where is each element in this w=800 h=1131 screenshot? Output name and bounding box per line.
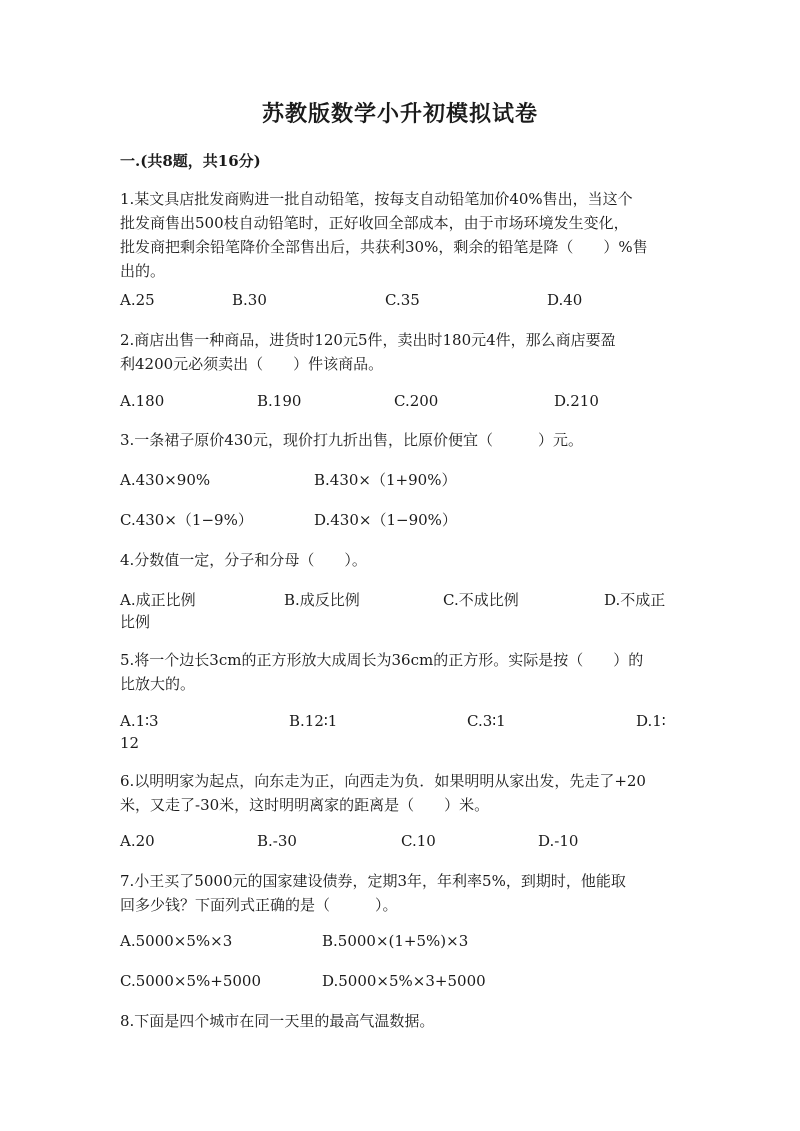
question-4-option-d[interactable]: D.不成正 [604, 591, 666, 609]
question-8-text [120, 1009, 680, 1033]
question-line: 比放大的。 [120, 675, 196, 693]
question-1-option-c[interactable]: C.35 [385, 291, 420, 309]
question-5-text [120, 648, 680, 696]
question-1-text [120, 187, 680, 283]
question-line: 批发商售出500枝自动铅笔时，正好收回全部成本，由于市场环境发生变化， [120, 214, 629, 232]
question-line: 3.一条裙子原价430元，现价打九折出售，比原价便宜（ ）元。 [120, 431, 583, 449]
question-7-option-c[interactable]: C.5000×5%+5000 [120, 972, 261, 990]
question-2-option-d[interactable]: D.210 [554, 392, 599, 410]
question-5-option-c[interactable]: C.3∶1 [467, 712, 506, 730]
question-1-option-b[interactable]: B.30 [232, 291, 267, 309]
question-6-option-c[interactable]: C.10 [401, 832, 436, 850]
question-6-option-a[interactable]: A.20 [120, 832, 155, 850]
question-5-option-b[interactable]: B.12∶1 [289, 712, 338, 730]
section-heading: 一.(共8题，共16分) [120, 152, 261, 170]
question-line: 7.小王买了5000元的国家建设债券，定期3年，年利率5%，到期时，他能取 [120, 872, 626, 890]
question-5-option-d[interactable]: D.1∶ [636, 712, 666, 730]
question-3-option-c[interactable]: C.430×（1−9%） [120, 511, 253, 529]
question-1-option-d[interactable]: D.40 [547, 291, 583, 309]
question-4-text [120, 548, 680, 572]
question-2-option-a[interactable]: A.180 [120, 392, 165, 410]
question-line: 2.商店出售一种商品，进货时120元5件，卖出时180元4件，那么商店要盈 [120, 331, 616, 349]
question-6-option-d[interactable]: D.-10 [538, 832, 579, 850]
question-3-text [120, 428, 680, 452]
question-7-text [120, 869, 680, 917]
question-7-option-d[interactable]: D.5000×5%×3+5000 [322, 972, 486, 990]
question-line: 出的。 [120, 262, 166, 280]
question-2-text [120, 328, 680, 376]
question-2-option-b[interactable]: B.190 [257, 392, 302, 410]
question-3-option-b[interactable]: B.430×（1+90%） [314, 471, 457, 489]
question-4-option-a[interactable]: A.成正比例 [120, 591, 196, 609]
question-3-option-d[interactable]: D.430×（1−90%） [314, 511, 457, 529]
question-4-option-b[interactable]: B.成反比例 [284, 591, 360, 609]
question-6-text [120, 769, 680, 817]
question-4-option-d-wrap[interactable]: 比例 [120, 613, 151, 631]
question-7-option-b[interactable]: B.5000×(1+5%)×3 [322, 932, 469, 950]
question-5-option-a[interactable]: A.1∶3 [120, 712, 159, 730]
question-2-option-c[interactable]: C.200 [394, 392, 439, 410]
question-line: 利4200元必须卖出（ ）件该商品。 [120, 355, 384, 373]
question-line: 1.某文具店批发商购进一批自动铅笔，按每支自动铅笔加价40%售出，当这个 [120, 190, 633, 208]
question-5-option-d-wrap[interactable]: 12 [120, 734, 140, 752]
page-title: 苏教版数学小升初模拟试卷 [261, 101, 538, 127]
question-line: 米，又走了-30米，这时明明离家的距离是（ ）米。 [120, 796, 490, 814]
question-line: 4.分数值一定，分子和分母（ ）。 [120, 551, 367, 569]
question-7-option-a[interactable]: A.5000×5%×3 [120, 932, 233, 950]
question-3-option-a[interactable]: A.430×90% [120, 471, 211, 489]
question-line: 批发商把剩余铅笔降价全部售出后，共获利30%，剩余的铅笔是降（ ）%售 [120, 238, 648, 256]
question-4-option-c[interactable]: C.不成比例 [443, 591, 519, 609]
question-line: 8.下面是四个城市在同一天里的最高气温数据。 [120, 1012, 435, 1030]
question-line: 5.将一个边长3cm的正方形放大成周长为36cm的正方形。实际是按（ ）的 [120, 651, 644, 669]
question-line: 6.以明明家为起点，向东走为正，向西走为负．如果明明从家出发，先走了+20 [120, 772, 646, 790]
question-1-option-a[interactable]: A.25 [120, 291, 155, 309]
question-line: 回多少钱？下面列式正确的是（ ）。 [120, 896, 398, 914]
question-6-option-b[interactable]: B.-30 [257, 832, 297, 850]
